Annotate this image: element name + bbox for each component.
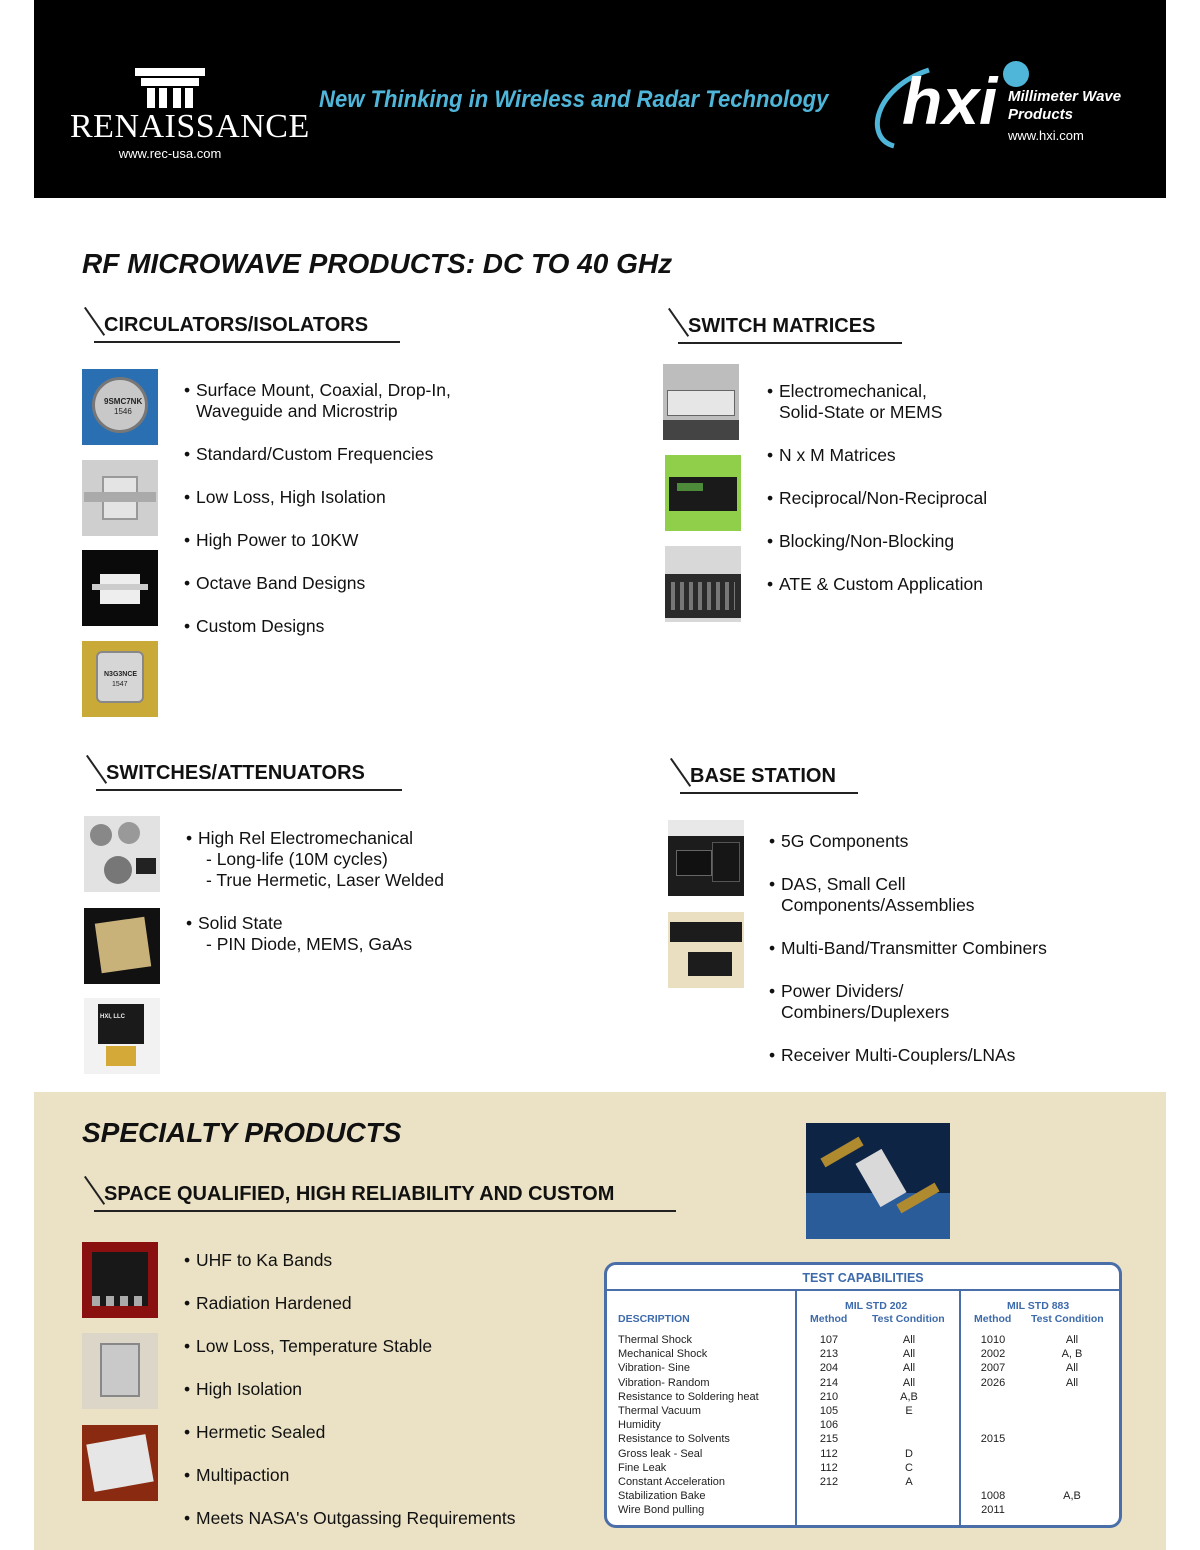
list-item: • Multipaction [184, 1465, 515, 1486]
hxi-url[interactable]: www.hxi.com [1008, 128, 1084, 143]
table-cell-m202: 214 [819, 1376, 839, 1389]
table-cell-description: Resistance to Solvents [618, 1433, 730, 1446]
table-cell-m202: 107 [819, 1334, 839, 1346]
table-cell-c202: A [905, 1476, 913, 1488]
switches-list [186, 828, 444, 955]
table-cell-m202: 213 [819, 1348, 839, 1361]
list-item: • Low Loss, Temperature Stable [184, 1336, 515, 1357]
dropin-circulator-image-3 [82, 550, 158, 626]
list-item: • Power Dividers/ Combiners/Duplexers [769, 981, 1047, 1023]
list-item: • Solid State - PIN Diode, MEMS, GaAs [186, 913, 444, 955]
list-item: • High Isolation [184, 1379, 515, 1400]
list-item: • Multi-Band/Transmitter Combiners [769, 938, 1047, 959]
table-cell-c202: C [905, 1461, 913, 1474]
switch-image-3: HXI, LLC [84, 998, 160, 1074]
switch-image-2 [84, 908, 160, 984]
switch-matrices-list [767, 381, 987, 595]
table-cell-m202: 212 [819, 1476, 839, 1488]
base-station-list [769, 831, 1047, 1066]
list-item: • Surface Mount, Coaxial, Drop-In, Waveguide and Microstrip [184, 380, 451, 422]
table-cell-c883: A, B [1061, 1348, 1083, 1361]
list-item: • UHF to Ka Bands [184, 1250, 515, 1271]
table-cell-m883: 2015 [980, 1433, 1006, 1446]
table-cell-m202: 105 [819, 1405, 839, 1417]
column-capital-icon [135, 68, 205, 108]
space-product-image-1 [82, 1242, 158, 1318]
renaissance-name: RENAISSANCE [70, 108, 310, 145]
table-cell-description: Fine Leak [618, 1461, 667, 1474]
hxi-logo[interactable] [854, 58, 1034, 158]
list-item: • DAS, Small Cell Components/Assemblies [769, 874, 1047, 916]
list-item: • Hermetic Sealed [184, 1422, 515, 1443]
table-cell-description: Resistance to Soldering heat [618, 1390, 759, 1403]
list-item: • High Power to 10KW [184, 530, 451, 551]
table-cell-description: Humidity [618, 1419, 661, 1432]
switch-image-1 [84, 816, 160, 892]
tagline: New Thinking in Wireless and Radar Technology [319, 86, 829, 113]
table-cell-m202: 106 [819, 1419, 839, 1432]
table-cell-description: Wire Bond pulling [618, 1504, 705, 1517]
mil-std-883-header: MIL STD 883 [1007, 1300, 1070, 1312]
table-cell-c202: E [905, 1405, 913, 1417]
table-cell-c883: A,B [1063, 1490, 1081, 1503]
renaissance-logo[interactable] [70, 68, 310, 161]
table-cell-c202: All [902, 1348, 916, 1361]
description-header: DESCRIPTION [618, 1313, 690, 1325]
switch-matrix-image-2 [665, 455, 741, 531]
switch-matrix-image-3 [665, 546, 741, 622]
space-product-image-2 [82, 1333, 158, 1409]
table-cell-c202: All [902, 1376, 916, 1389]
hxi-tagline [1008, 88, 1121, 143]
section-title-space-qualified: SPACE QUALIFIED, HIGH RELIABILITY AND CUSTOM [82, 1183, 676, 1212]
table-cell-description: Thermal Shock [618, 1334, 692, 1346]
table-cell-c202: A,B [900, 1390, 918, 1403]
method-header-202: Method [810, 1313, 848, 1325]
isolator-image-2 [82, 460, 158, 536]
table-cell-description: Stabilization Bake [618, 1490, 706, 1503]
table-cell-m202: 204 [819, 1362, 839, 1375]
list-item: • Meets NASA's Outgassing Requirements [184, 1508, 515, 1529]
section-title-circulators: CIRCULATORS/ISOLATORS [82, 314, 400, 343]
table-cell-m202: 210 [819, 1390, 839, 1403]
condition-header-883: Test Condition [1031, 1313, 1104, 1325]
table-cell-m883: 2002 [980, 1348, 1006, 1361]
table-cell-description: Vibration- Random [618, 1376, 710, 1389]
section-title-switch-matrices: SWITCH MATRICES [666, 315, 902, 344]
renaissance-url[interactable]: www.rec-usa.com [118, 146, 222, 161]
table-cell-m202: 215 [819, 1433, 839, 1446]
list-item: • Reciprocal/Non-Reciprocal [767, 488, 987, 509]
table-cell-m883: 1010 [980, 1334, 1006, 1346]
table-cell-c202: All [902, 1334, 916, 1346]
page-title: RF MICROWAVE PRODUCTS: DC TO 40 GHz [82, 248, 673, 279]
condition-header-202: Test Condition [872, 1313, 945, 1325]
method-header-883: Method [974, 1313, 1012, 1325]
specialty-title: SPECIALTY PRODUCTS [82, 1117, 402, 1148]
table-cell-m883: 2026 [980, 1376, 1006, 1389]
list-item: • Low Loss, High Isolation [184, 487, 451, 508]
base-station-image-1 [668, 820, 744, 896]
section-title-base-station: BASE STATION [668, 765, 858, 794]
table-cell-description: Thermal Vacuum [618, 1405, 701, 1417]
switch-matrix-image-1 [663, 364, 739, 440]
table-title: TEST CAPABILITIES [802, 1271, 924, 1285]
list-item: • Standard/Custom Frequencies [184, 444, 451, 465]
list-item: • ATE & Custom Application [767, 574, 987, 595]
satellite-image [806, 1123, 950, 1239]
list-item: • Receiver Multi-Couplers/LNAs [769, 1045, 1047, 1066]
list-item: • Octave Band Designs [184, 573, 451, 594]
table-cell-c202: All [902, 1362, 916, 1375]
table-cell-c202: D [905, 1447, 913, 1460]
hxi-line1: Millimeter Wave [1008, 88, 1122, 105]
circulators-list [184, 380, 451, 637]
table-cell-description: Constant Acceleration [618, 1476, 726, 1488]
mil-std-202-header: MIL STD 202 [845, 1300, 908, 1312]
space-product-image-3 [82, 1425, 158, 1501]
test-capabilities-table [604, 1262, 1122, 1528]
table-cell-description: Mechanical Shock [618, 1348, 708, 1361]
hxi-line2: Products [1008, 106, 1074, 123]
table-cell-description: Vibration- Sine [618, 1362, 690, 1375]
list-item: • Electromechanical, Solid-State or MEMS [767, 381, 987, 423]
circulator-image-4: N3G3NCE 1547 [82, 641, 158, 717]
circulator-image-1: 9SMC7NK 1546 [82, 369, 158, 445]
base-station-image-2 [668, 912, 744, 988]
list-item: • Radiation Hardened [184, 1293, 515, 1314]
table-cell-m883: 2011 [981, 1504, 1005, 1517]
table-cell-c883: All [1065, 1376, 1079, 1389]
hxi-logo-text: hxi [902, 64, 998, 138]
list-item: • N x M Matrices [767, 445, 987, 466]
list-item: • High Rel Electromechanical - Long-life (10M cycles) - True Hermetic, Laser Welded [186, 828, 444, 891]
table-cell-m202: 112 [820, 1461, 838, 1474]
list-item: • 5G Components [769, 831, 1047, 852]
table-cell-m202: 112 [820, 1447, 838, 1460]
section-title-switches: SWITCHES/ATTENUATORS [84, 762, 402, 791]
table-cell-m883: 1008 [980, 1490, 1006, 1503]
specialty-list [184, 1250, 515, 1529]
table-cell-m883: 2007 [980, 1362, 1006, 1375]
list-item: • Blocking/Non-Blocking [767, 531, 987, 552]
header-banner [34, 0, 1166, 198]
table-cell-c883: All [1065, 1334, 1079, 1346]
table-cell-description: Gross leak - Seal [618, 1447, 703, 1460]
table-cell-c883: All [1065, 1362, 1079, 1375]
list-item: • Custom Designs [184, 616, 451, 637]
